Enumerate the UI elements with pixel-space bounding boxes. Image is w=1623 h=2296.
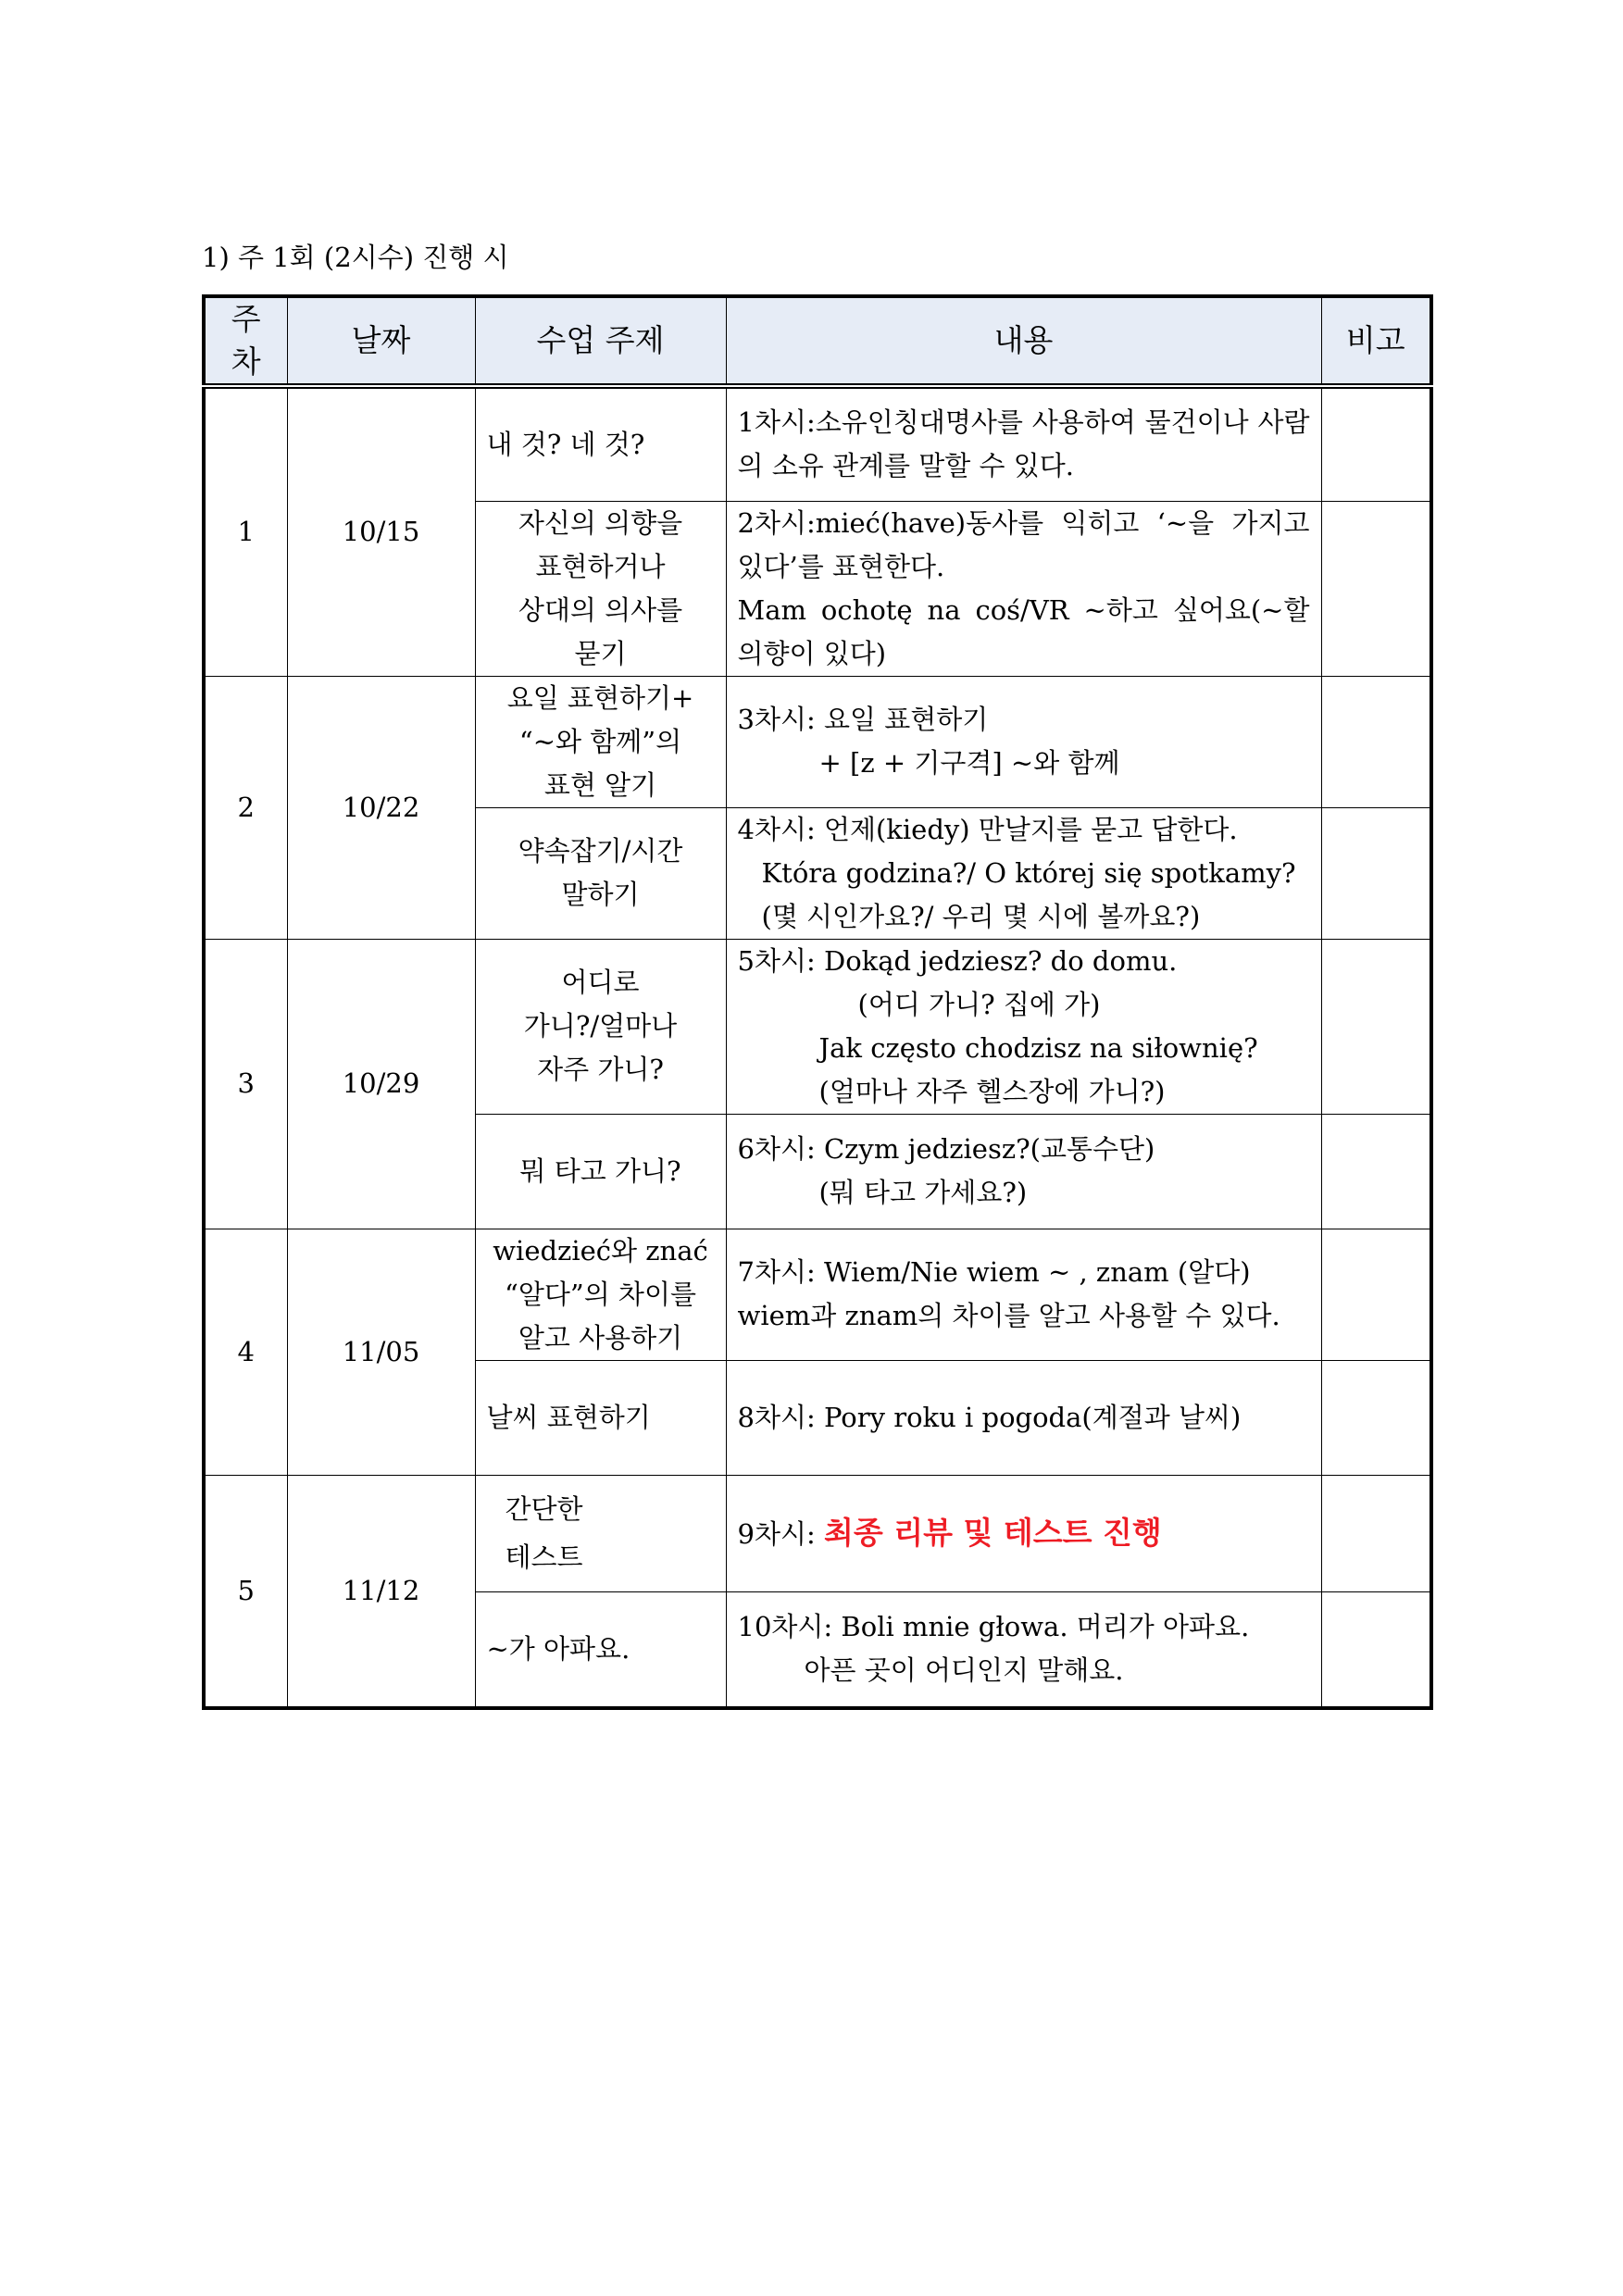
table-row — [204, 939, 1431, 1114]
topic: 뭐 타고 가니? — [475, 1114, 726, 1229]
topic: wiedzieć와 znać “알다”의 차이를 알고 사용하기 — [475, 1229, 726, 1360]
topic: 내 것? 네 것? — [475, 386, 726, 501]
week-number: 3 — [204, 939, 287, 1229]
date: 11/05 — [287, 1229, 475, 1475]
highlight-text: 최종 리뷰 및 테스트 진행 — [823, 1514, 1162, 1551]
table-row — [204, 676, 1431, 807]
note — [1321, 676, 1431, 807]
week-number: 2 — [204, 676, 287, 939]
content: 10차시: Boli mnie głowa. 머리가 아파요. 아픈 곳이 어디인지 말해요. — [726, 1591, 1321, 1708]
date: 11/12 — [287, 1475, 475, 1708]
note — [1321, 1229, 1431, 1360]
date: 10/22 — [287, 676, 475, 939]
topic: 날씨 표현하기 — [475, 1360, 726, 1475]
topic: 어디로 가니?/얼마나 자주 가니? — [475, 939, 726, 1114]
week-number: 1 — [204, 386, 287, 676]
content: 5차시: Dokąd jedziesz? do domu. (어디 가니? 집에 가) Jak często chodzisz na siłownię? (얼마나 자주 헬스장에 가니?) — [726, 939, 1321, 1114]
content: 4차시: 언제(kiedy) 만날지를 묻고 답한다. Która godzina?/ O której się spotkamy? (몇 시인가요?/ 우리 몇 시에 볼까요?) — [726, 807, 1321, 939]
note — [1321, 501, 1431, 676]
header-note: 비고 — [1321, 296, 1431, 386]
date: 10/15 — [287, 386, 475, 676]
content: 6차시: Czym jedziesz?(교통수단) (뭐 타고 가세요?) — [726, 1114, 1321, 1229]
note — [1321, 1360, 1431, 1475]
note — [1321, 1114, 1431, 1229]
content: 3차시: 요일 표현하기 + [z + 기구격] ~와 함께 — [726, 676, 1321, 807]
schedule-table — [202, 294, 1433, 1710]
date: 10/29 — [287, 939, 475, 1229]
note — [1321, 939, 1431, 1114]
note — [1321, 1475, 1431, 1591]
topic: ~가 아파요. — [475, 1591, 726, 1708]
note — [1321, 807, 1431, 939]
header-row — [204, 296, 1431, 386]
header-topic: 수업 주제 — [475, 296, 726, 386]
table-row — [204, 386, 1431, 501]
topic: 간단한 테스트 — [475, 1475, 726, 1591]
session-label: 9차시: — [737, 1517, 824, 1550]
content: 7차시: Wiem/Nie wiem ~ , znam (알다) wiem과 znam의 차이를 알고 사용할 수 있다. — [726, 1229, 1321, 1360]
topic: 요일 표현하기+ “~와 함께”의 표현 알기 — [475, 676, 726, 807]
header-week: 주 차 — [204, 296, 287, 386]
topic: 자신의 의향을 표현하거나 상대의 의사를 묻기 — [475, 501, 726, 676]
header-date: 날짜 — [287, 296, 475, 386]
content: 2차시:mieć(have)동사를 익히고 ‘~을 가지고 있다’를 표현한다. Mam ochotę na coś/VR ~하고 싶어요(~할 의향이 있다) — [726, 501, 1321, 676]
week-number: 4 — [204, 1229, 287, 1475]
note — [1321, 1591, 1431, 1708]
content: 8차시: Pory roku i pogoda(계절과 날씨) — [726, 1360, 1321, 1475]
table-row — [204, 1229, 1431, 1360]
content: 1차시:소유인칭대명사를 사용하여 물건이나 사람의 소유 관계를 말할 수 있다. — [726, 386, 1321, 501]
note — [1321, 386, 1431, 501]
week-number: 5 — [204, 1475, 287, 1708]
table-caption: 1) 주 1회 (2시수) 진행 시 — [202, 242, 509, 273]
topic: 약속잡기/시간 말하기 — [475, 807, 726, 939]
table-row — [204, 1475, 1431, 1591]
content — [726, 1475, 1321, 1591]
header-content: 내용 — [726, 296, 1321, 386]
